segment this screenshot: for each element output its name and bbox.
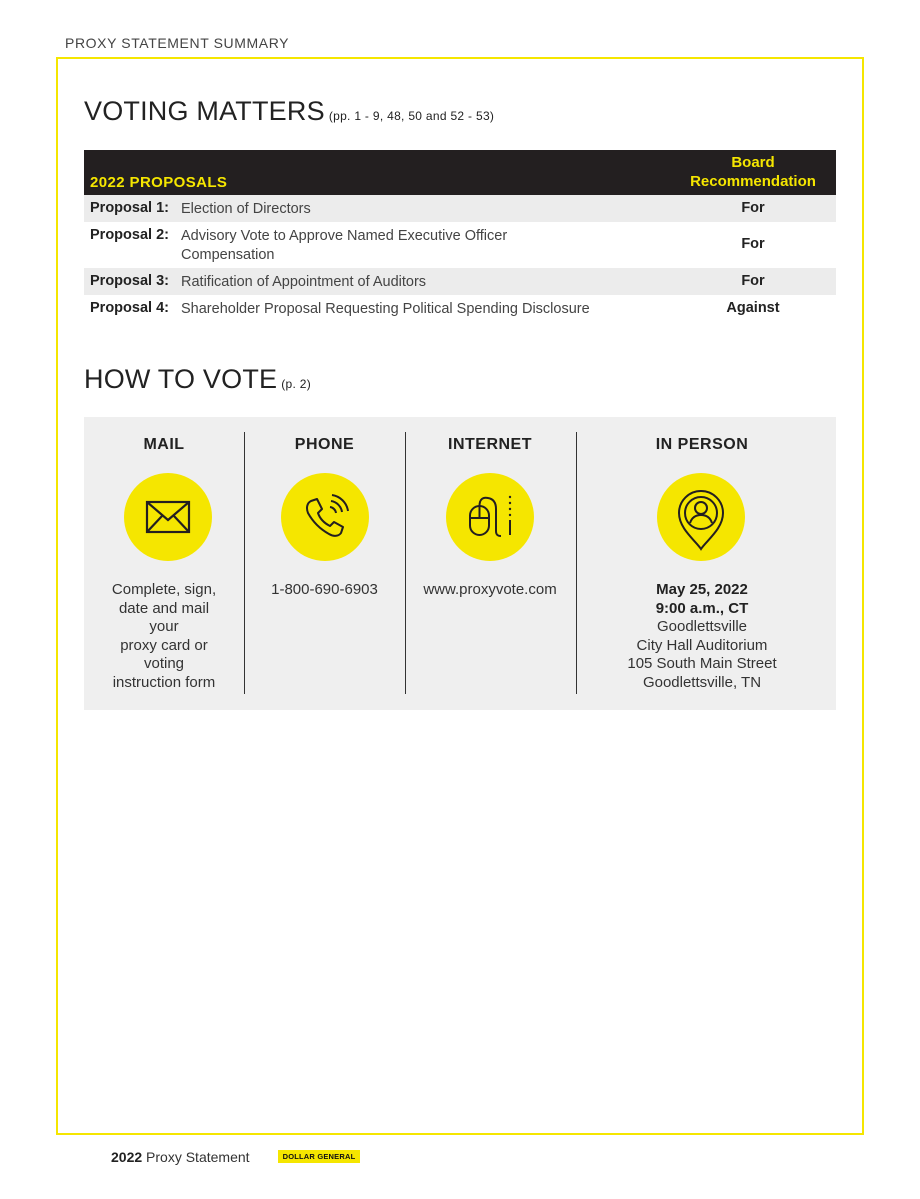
phone-number: 1-800-690-6903 [271,581,378,598]
proposal-description: Shareholder Proposal Requesting Political Spending Disclosure [181,301,590,317]
proposal-description: Election of Directors [181,201,311,217]
proposal-description: Ratification of Appointment of Auditors [181,274,427,290]
meeting-details: May 25, 2022 9:00 a.m., CT Goodlettsville City Hall Auditorium 105 South Main Street Goodlettsville, TN [576,581,828,693]
website-url: www.proxyvote.com [423,581,557,598]
board-recommendation: For [741,273,765,289]
proposal-description: Advisory Vote to Approve Named Executive Officer Compensation [181,228,508,263]
method-title: INTERNET [448,436,532,453]
how-to-vote-pages: (p. 2) [281,377,312,391]
footer-year: 2022 [111,1149,143,1165]
proposals-column-header: 2022 PROPOSALS [90,174,228,191]
phone-icon [281,473,369,561]
method-title: IN PERSON [655,436,749,453]
proposals-table [84,150,836,322]
table-row [84,268,836,295]
board-recommendation: Against [726,300,780,316]
envelope-icon [124,473,212,561]
vote-method-mail [84,417,244,710]
table-row [84,295,836,322]
how-to-vote-title: HOW TO VOTE (p. 2) [84,364,312,394]
meeting-time: 9:00 a.m., CT [655,599,749,617]
board-recommendation: For [741,200,765,216]
how-to-vote-panel [84,417,836,710]
proposal-label: Proposal 4: [90,300,169,316]
vote-method-in-person [576,417,828,710]
voting-matters-title: VOTING MATTERS (pp. 1 - 9, 48, 50 and 52 - 53) [84,96,495,126]
method-title: PHONE [294,436,355,453]
location-person-icon [657,473,745,561]
dollar-general-logo: DOLLAR GENERAL [278,1150,360,1163]
table-row [84,195,836,222]
method-detail: Complete, sign, date and mail your proxy card or voting instruction form [111,581,217,691]
proposal-label: Proposal 3: [90,273,169,289]
page-footer [111,1149,250,1165]
mouse-icon [446,473,534,561]
method-title: MAIL [143,436,185,453]
board-recommendation: For [741,236,765,252]
recommendation-column-header: Board Recommendation [690,154,816,190]
vote-method-phone [245,417,404,710]
table-row [84,222,836,268]
meeting-date: May 25, 2022 [656,581,748,598]
proposal-label: Proposal 2: [90,227,169,243]
footer-text: Proxy Statement [146,1149,250,1165]
voting-matters-pages: (pp. 1 - 9, 48, 50 and 52 - 53) [328,109,495,123]
vote-method-internet [405,417,575,710]
proposals-table-header [84,150,836,195]
proposal-label: Proposal 1: [90,200,169,216]
page-header-label: PROXY STATEMENT SUMMARY [65,35,290,51]
